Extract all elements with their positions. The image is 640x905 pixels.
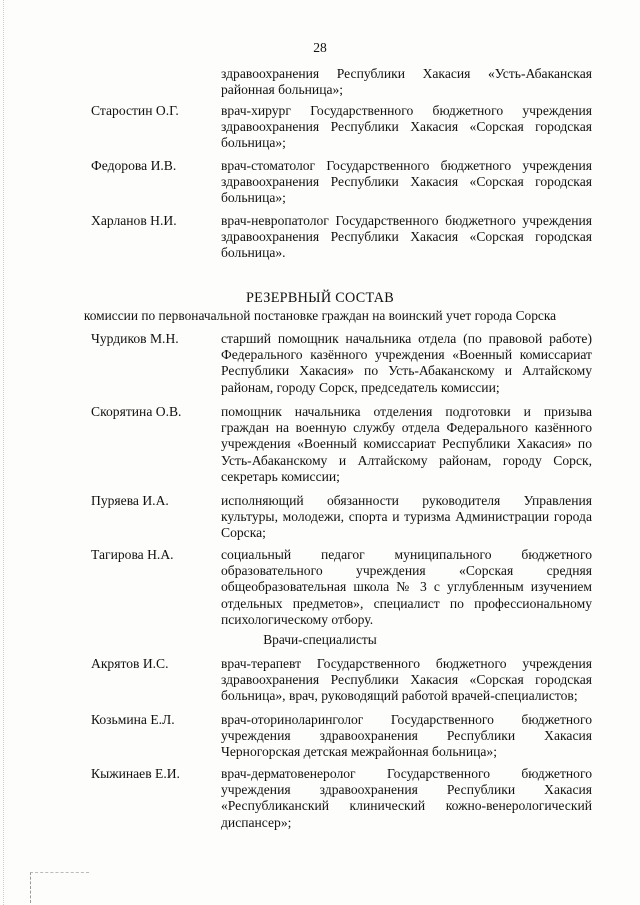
member-role: старший помощник начальника отдела (по правовой работе) Федерального казённого учреждения «Военный комиссариат Республики Хакасия» по Усть-Абаканскому и Алтайскому районам, городу Сорск, председатель комиссии; bbox=[221, 331, 592, 395]
reserve-heading: РЕЗЕРВНЫЙ СОСТАВ bbox=[245, 290, 395, 306]
continuation-text: здравоохранения Республики Хакасия «Усть-Абаканская районная больница»; bbox=[221, 66, 592, 98]
member-role: врач-невропатолог Государственного бюджетного учреждения здравоохранения Республики Хакасия «Сорская городская больница». bbox=[221, 213, 592, 261]
member-role: врач-стоматолог Государственного бюджетного учреждения здравоохранения Республики Хакасия «Сорская городская больница»; bbox=[221, 158, 592, 206]
member-role: помощник начальника отделения подготовки и призыва граждан на военную службу отдела Федерального казённого учреждения «Военный комиссариат Республики Хакасия» по Усть-Абаканскому и Алтайскому районам, городу Сорск, секретарь комиссии; bbox=[221, 404, 592, 484]
member-role: социальный педагог муниципального бюджетного образовательного учреждения «Сорская средняя общеобразовательная школа № 3 с углубленным изучением отдельных предметов», специалист по профессиональному психологическому отбору. bbox=[221, 547, 592, 627]
member-role: врач-дерматовенеролог Государственного бюджетного учреждения здравоохранения Республики Хакасия «Республиканский клинический кожно-венерологический диспансер»; bbox=[221, 766, 592, 830]
page-number: 28 bbox=[313, 40, 327, 55]
reserve-subheading: комиссии по первоначальной постановке граждан на воинский учет города Сорска bbox=[83, 308, 557, 323]
member-role: врач-оториноларинголог Государственного бюджетного учреждения здравоохранения Республики Хакасия Черногорская детская межрайонная больница»; bbox=[221, 712, 592, 760]
member-name: Харланов Н.И. bbox=[91, 213, 177, 228]
member-role: исполняющий обязанности руководителя Управления культуры, молодежи, спорта и туризма Администрации города Сорска; bbox=[221, 493, 592, 541]
member-name: Козьмина Е.Л. bbox=[91, 712, 175, 727]
member-name: Тагирова Н.А. bbox=[91, 547, 174, 562]
member-name: Пуряева И.А. bbox=[91, 493, 169, 508]
member-name: Акрятов И.С. bbox=[91, 656, 169, 671]
member-name: Кыжинаев Е.И. bbox=[91, 766, 180, 781]
member-name: Старостин О.Г. bbox=[91, 103, 179, 118]
scan-margin-mark bbox=[3, 0, 5, 905]
member-name: Чурдиков М.Н. bbox=[91, 331, 179, 346]
member-name: Федорова И.В. bbox=[91, 158, 177, 173]
member-name: Скорятина О.В. bbox=[91, 404, 182, 419]
member-role: врач-терапевт Государственного бюджетного учреждения здравоохранения Республики Хакасия «Сорская городская больница», врач, руководящий работой врачей-специалистов; bbox=[221, 656, 592, 704]
member-role: врач-хирург Государственного бюджетного учреждения здравоохранения Республики Хакасия «Сорская городская больница»; bbox=[221, 103, 592, 151]
doctors-heading: Врачи-специалисты bbox=[263, 632, 377, 647]
scan-corner-mark bbox=[30, 872, 89, 903]
